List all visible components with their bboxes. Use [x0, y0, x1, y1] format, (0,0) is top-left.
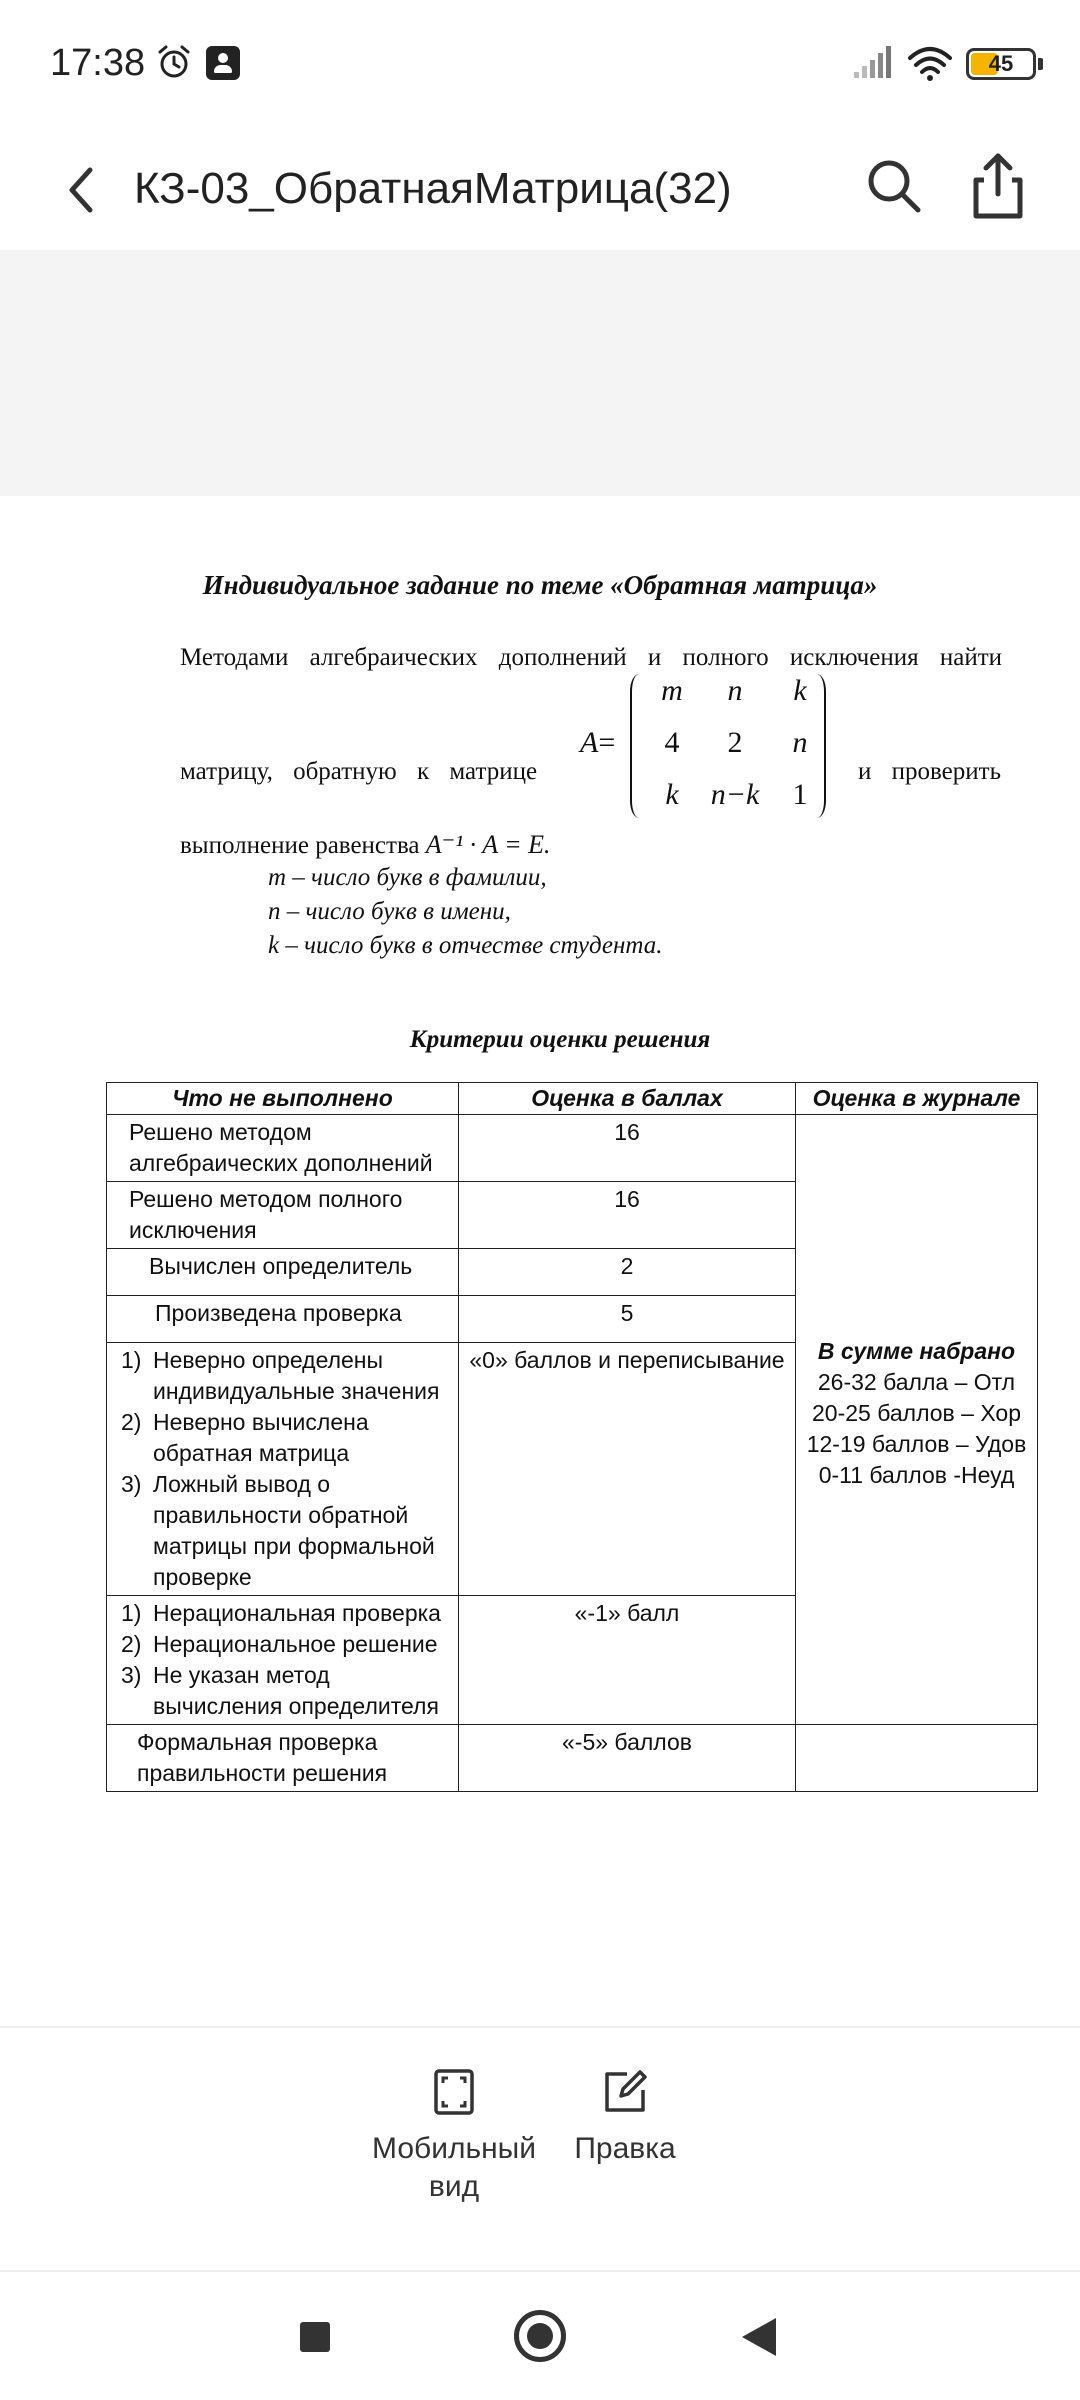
matrix-formula: [580, 674, 830, 824]
table-cell-score: «-1» балл: [459, 1596, 796, 1725]
task-paragraph-3-text: выполнение равенства: [180, 832, 420, 859]
matrix-cell: m: [661, 674, 683, 707]
list-item: 2) Неверно вычислена обратная матрица: [121, 1407, 454, 1469]
matrix-cell: k: [665, 778, 679, 811]
alarm-icon: [156, 44, 192, 80]
mobile-view-label: Мобильный вид: [372, 2132, 536, 2203]
list-item: 1) Неверно определены индивидуальные значения: [121, 1345, 454, 1407]
search-icon[interactable]: [862, 154, 926, 218]
matrix-cell: 1: [792, 778, 808, 811]
table-cell-item: Формальная проверка правильности решения: [107, 1725, 459, 1792]
task-title: Индивидуальное задание по теме «Обратная матрица»: [202, 570, 878, 600]
list-item: 1) Нерациональная проверка: [121, 1598, 454, 1629]
document-title: КЗ-03_ОбратнаяМатрица(32): [134, 164, 732, 213]
matrix-lhs: [580, 726, 615, 760]
table-cell-item: Произведена проверка: [107, 1296, 459, 1343]
table-cell-score: 16: [459, 1182, 796, 1249]
matrix-cell: k: [793, 674, 807, 707]
matrix-right-bracket: [808, 674, 826, 818]
nav-square-icon[interactable]: [300, 2322, 330, 2352]
table-cell-empty: [796, 1725, 1038, 1792]
nav-circle-icon[interactable]: [514, 2310, 566, 2362]
table-cell-item: Вычислен определитель: [107, 1249, 459, 1296]
nav-back-icon[interactable]: [742, 2318, 776, 2356]
edit-label: Правка: [574, 2132, 676, 2165]
mobile-view-button[interactable]: [354, 2068, 554, 2206]
profile-icon: [206, 46, 240, 80]
app-header: [0, 130, 1080, 250]
table-row: [107, 1725, 1038, 1792]
table-cell-item: Решено методом полного исключения: [107, 1182, 459, 1249]
table-header: Что не выполнено: [107, 1083, 459, 1115]
matrix-cell: n: [727, 674, 743, 707]
system-nav-bar: [0, 2270, 1080, 2400]
summary-line: 12-19 баллов – Удов: [806, 1431, 1027, 1457]
error-list: [121, 1345, 454, 1593]
document-margin-area: [0, 250, 1080, 496]
matrix-cell: 2: [727, 726, 743, 759]
legend-n: n – число букв в имени,: [268, 898, 511, 925]
criteria-title: Критерии оценки решения: [409, 1026, 711, 1053]
table-cell-score: 2: [459, 1249, 796, 1296]
equality-formula: A⁻¹ · A = E.: [425, 830, 551, 859]
legend-k: k – число букв в отчестве студента.: [268, 932, 663, 959]
summary-cell: [796, 1115, 1038, 1725]
table-cell-score: «-5» баллов: [459, 1725, 796, 1792]
summary-line: 0-11 баллов -Неуд: [818, 1462, 1015, 1488]
table-header-row: [107, 1083, 1038, 1115]
matrix-cell: 4: [664, 726, 680, 759]
task-paragraph-2-right: и проверить: [858, 758, 1001, 785]
list-item: 2) Нерациональное решение: [121, 1629, 454, 1660]
edit-icon: [601, 2068, 649, 2116]
legend-m: m – число букв в фамилии,: [268, 864, 547, 891]
matrix-cell: n: [792, 726, 808, 759]
summary-line: 20-25 баллов – Хор: [812, 1400, 1021, 1426]
back-icon[interactable]: [58, 160, 104, 220]
signal-icon: [852, 44, 894, 80]
share-icon[interactable]: [966, 150, 1030, 222]
battery-level: 45: [988, 51, 1014, 76]
task-paragraph-2-left: матрицу, обратную к матрице: [180, 758, 538, 785]
battery-cap: [1038, 58, 1043, 70]
table-cell-score: 5: [459, 1296, 796, 1343]
summary-block: [796, 1336, 1037, 1491]
status-bar: [0, 0, 1080, 130]
mobile-view-icon: [430, 2068, 478, 2116]
criteria-table: [106, 1082, 1038, 1792]
wifi-icon: [906, 44, 954, 82]
table-cell-item-list: [107, 1596, 459, 1725]
table-cell-score: 16: [459, 1115, 796, 1182]
task-paragraph-1: Методами алгебраических дополнений и полного исключения найти: [180, 644, 1002, 671]
table-cell-item-list: [107, 1343, 459, 1596]
summary-line: 26-32 балла – Отл: [817, 1369, 1016, 1395]
bottom-toolbar: [0, 2026, 1080, 2270]
matrix-cell: n−k: [710, 778, 760, 811]
matrix-lhs-symbol: A: [580, 726, 599, 759]
list-item: 3) Не указан метод вычисления определителя: [121, 1660, 454, 1722]
list-item: 3) Ложный вывод о правильности обратной матрицы при формальной проверке: [121, 1469, 454, 1593]
table-cell-score: «0» баллов и переписывание: [459, 1343, 796, 1596]
table-cell-item: Решено методом алгебраических дополнений: [107, 1115, 459, 1182]
matrix-equals: =: [598, 726, 616, 759]
status-time: 17:38: [50, 42, 146, 84]
summary-title: В сумме набрано: [817, 1338, 1016, 1364]
table-header: Оценка в баллах: [459, 1083, 796, 1115]
penalty-list: [121, 1598, 454, 1722]
document-page: [0, 496, 1080, 2026]
table-row: [107, 1115, 1038, 1182]
edit-button[interactable]: [525, 2068, 725, 2168]
task-paragraph-3: [180, 830, 551, 860]
table-header: Оценка в журнале: [796, 1083, 1038, 1115]
